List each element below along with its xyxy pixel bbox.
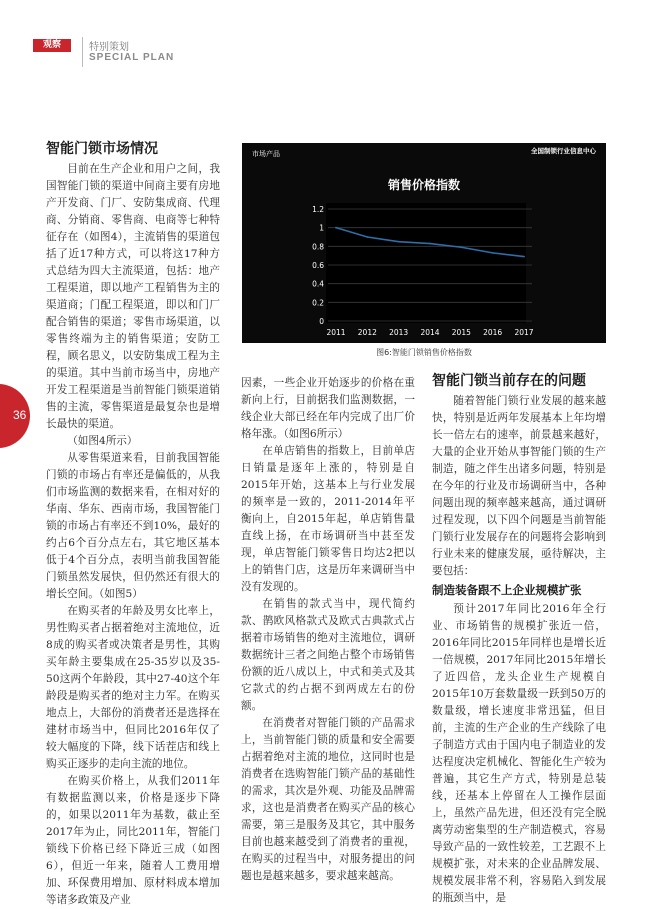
data-point <box>398 241 400 243</box>
paragraph: （如图4所示） <box>67 435 138 447</box>
section-tag: 观察 <box>33 39 71 52</box>
y-tick-label: 0.4 <box>312 279 324 289</box>
x-tick-label: 2014 <box>420 328 440 337</box>
paragraph: 目前在生产企业和用户之间，我国智能门锁的渠道中间商主要有房地产开发商、门厂、安防集成商、代理商、分销商、零售商、电商等七种特征存在（如图4），主流销售的渠道包括了近17种方式，可以将这17种方式总结为四大主流渠道，包括：地产工程渠道，即以地产工程销售为主的渠道商；门配工程渠道，即以和门厂配合销售的渠道；零售市场渠道，以零售终端为主的销售渠道；安防工程，顾名思义，以安防集成工程为主的渠道。其中当前市场当中，房地产开发工程渠道是当前智能门锁渠道销售的主流，零售渠道是最复杂也是增长最快的渠道。 <box>46 163 220 430</box>
data-point <box>460 246 462 248</box>
right-column <box>432 373 606 907</box>
x-tick-label: 2011 <box>326 328 346 337</box>
left-column <box>46 141 220 909</box>
x-tick-label: 2017 <box>514 328 534 337</box>
y-tick-label: 0.8 <box>312 242 324 252</box>
paragraph: 在单店销售的指数上，目前单店日销量是逐年上涨的，特别是自2015年开始，这基本上与行业发展的频率是一致的，2011-2014年平衡向上，自2015年起，单店销售量直线上扬，在市场调研当中甚至发现，单店智能门锁零售日均达2把以上的销售门店，这是历年来调研当中没有发现的。 <box>241 445 415 593</box>
x-tick-label: 2016 <box>483 328 503 337</box>
paragraph: 预计2017年同比2016年全行业、市场销售的规模扩张近一倍，2016年同比2015年同样也是增长近一倍规模，2017年同比2015年增长了近四倍，龙头企业生产规模自2015年10万套数量级一跃到50万的数量级，增长速度非常迅猛，但目前，主流的生产企业的生产线除了电子制造方式由于国内电子制造业的发达程度决定机械化、智能化生产较为普遍，其它生产方式，特别是总装线，还基本上停留在人工操作层面上，虽然产品先进，但还没有完全脱离劳动密集型的生产制造模式，容易导致产品的一致性较差，工艺跟不上规模扩张，对未来的企业品牌发展、规模发展非常不利，容易陷入到发展的瓶颈当中，是 <box>432 603 606 904</box>
paragraph: 从零售渠道来看，目前我国智能门锁的市场占有率还是偏低的，从我们市场监测的数据来看，在相对好的华南、华东、西南市场，我国智能门锁的市场占有率还不到10%，最好的约占6个百分点左右，其它地区基本低于4个百分点，表明当前我国智能门锁虽然发展快，但仍然还有很大的增长空间。（如图5） <box>46 452 220 600</box>
y-tick-label: 0.2 <box>312 298 324 308</box>
price-index-chart <box>242 143 606 343</box>
page-number: 36 <box>13 408 27 422</box>
data-point <box>366 236 368 238</box>
paragraph: 在消费者对智能门锁的产品需求上，当前智能门锁的质量和安全需要占据着绝对主流的地位，这同时也是消费者在选购智能门锁产品的基础性的需求，其次是外观、功能及品牌需求，这也是消费者在购买产品的核心需要，第三是服务及其它，其中服务目前也越来越受到了消费者的重视，在购买的过程当中，对服务提出的问题也是越来越多，要求越来越高。 <box>241 717 415 882</box>
paragraph: 在购买者的年龄及男女比率上，男性购买者占据着绝对主流地位，近8成的购买者或决策者是男性，其购买年龄主要集成在25-35岁以及35-50这两个年龄段，其中27-40这个年龄段是购买者的绝对主力军。在购买地点上，大部份的消费者还是选择在建材市场当中，但同比2016年仅了较大幅度的下降，线下话茬店和线上购买正逐步的走向主流的地位。 <box>46 605 220 770</box>
x-tick-label: 2013 <box>389 328 409 337</box>
y-tick-label: 0 <box>319 317 324 326</box>
x-tick-label: 2015 <box>451 328 471 337</box>
data-point <box>335 227 337 229</box>
section-title-cn: 特别策划 <box>89 42 129 53</box>
y-tick-label: 1 <box>319 223 324 233</box>
paragraph: 在购买价格上，从我们2011年有数据监测以来，价格是逐步下降的，如果以2011年为基数，截止至2017年为止，同比2011年，智能门锁线下价格已经下降近三成（如图6），但近一年来，随着人工费用增加、环保费用增加、原材料成本增加等诸多政策及产业 <box>46 775 220 906</box>
y-tick-label: 1.2 <box>312 205 324 214</box>
paragraph: 随着智能门锁行业发展的越来越快，特别是近两年发展基本上年均增长一倍左右的速率，前景越来越好，大量的企业开始从事智能门锁的生产制造，随之伴生出诸多问题，特别是在今年的行业及市场调研当中，各种问题出现的频率越来越高，通过调研过程发现，以下四个问题是当前智能门锁行业发展存在的问题将会影响到行业未来的健康发展，亟待解决，主要包括： <box>432 395 606 577</box>
data-point <box>429 243 431 245</box>
x-tick-label: 2012 <box>357 328 377 337</box>
data-point <box>492 252 494 254</box>
chart-caption: 图6:智能门锁销售价格指数 <box>376 348 472 357</box>
chart-plot-background <box>326 203 526 323</box>
paragraph: 在销售的款式当中，现代简约款、鹊欧风格款式及欧式古典款式占据着市场销售的绝对主流地位，调研数据统计三者之间绝占整个市场销售份额的近八成以上，中式和美式及其它款式的约占据不到两成左右的份额。 <box>241 598 415 712</box>
chart-brand-left: 市场产品 <box>252 150 280 158</box>
section-title-en: SPECIAL PLAN <box>89 52 175 63</box>
chart-brand-right: 全国制锁行业信息中心 <box>531 147 596 155</box>
y-tick-label: 0.6 <box>312 261 324 270</box>
heading-problems: 智能门锁当前存在的问题 <box>432 373 586 389</box>
heading-market-situation: 智能门锁市场情况 <box>46 141 158 157</box>
chart-title: 销售价格指数 <box>387 178 461 192</box>
subheading-manufacturing: 制造装备跟不上企业规模扩张 <box>432 583 582 597</box>
header-divider <box>82 37 83 67</box>
middle-column <box>241 375 415 885</box>
data-point <box>523 256 525 258</box>
paragraph: 因素，一些企业开始逐步的价格在重新向上行，目前据我们监测数据，一线企业大部已经在年内完成了出厂价格年涨。（如图6所示） <box>241 377 415 440</box>
